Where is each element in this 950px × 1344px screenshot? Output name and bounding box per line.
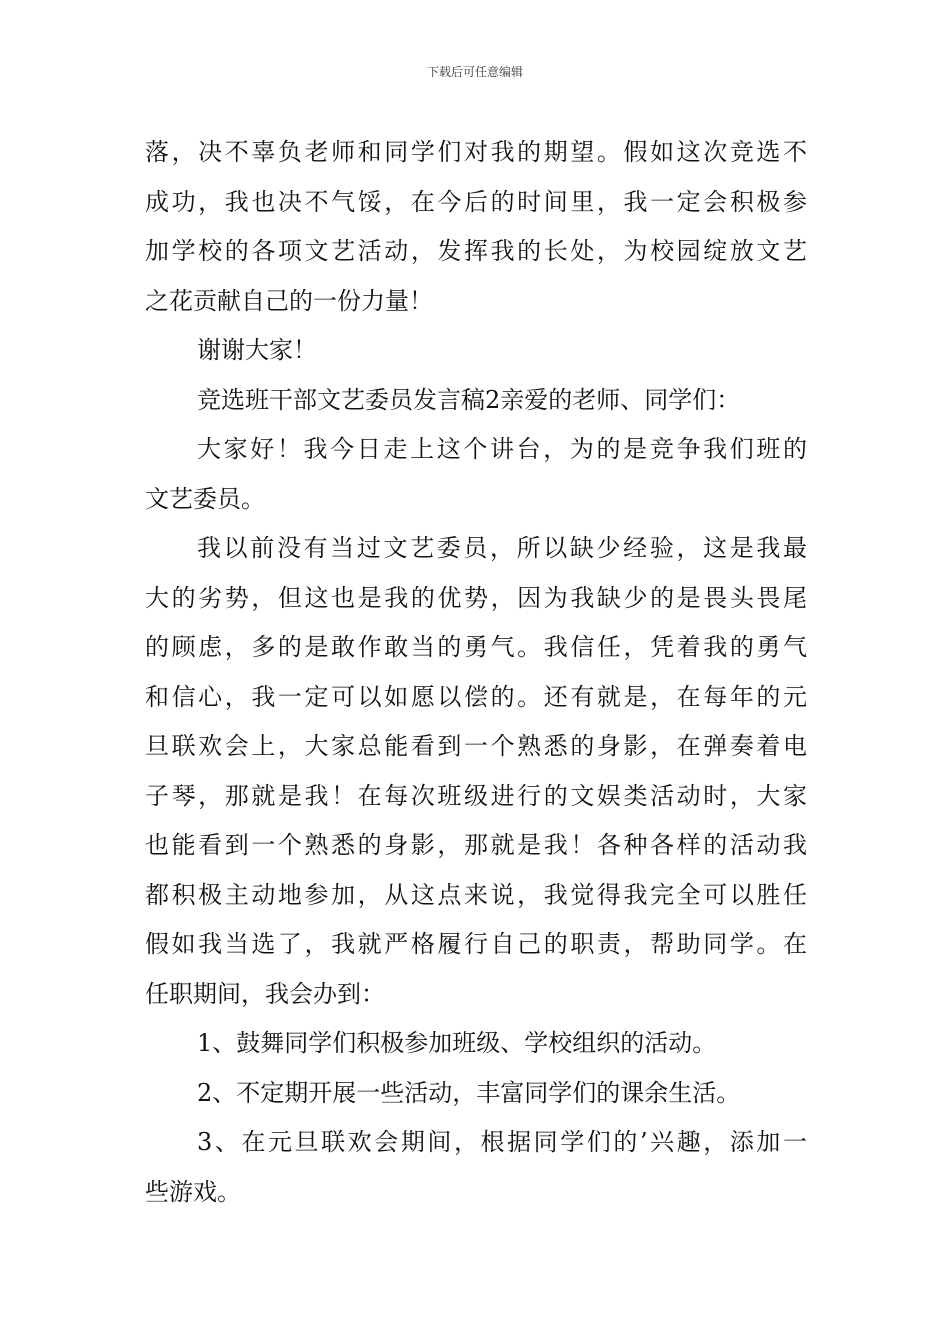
text-line: 假如我当选了，我就严格履行自己的职责，帮助同学。在	[145, 930, 807, 958]
text-line: 大家好！我今日走上这个讲台，为的是竞争我们班的	[197, 435, 807, 463]
list-item: 1、鼓舞同学们积极参加班级、学校组织的活动。	[197, 1029, 717, 1057]
text-line: 子琴，那就是我！在每次班级进行的文娱类活动时，大家	[145, 781, 807, 810]
text-line: 的顾虑，多的是敢作敢当的勇气。我信任，凭着我的勇气	[145, 633, 807, 661]
text-line: 文艺委员。	[145, 484, 265, 513]
text-line: 旦联欢会上，大家总能看到一个熟悉的身影，在弹奏着电	[145, 732, 807, 760]
page-header: 下载后可任意编辑	[426, 65, 523, 79]
text-line: 之花贡献自己的一份力量！	[145, 286, 433, 315]
text-line: 大的劣势，但这也是我的优势，因为我缺少的是畏头畏尾	[145, 583, 807, 612]
list-item: 2、不定期开展一些活动，丰富同学们的课余生活。	[197, 1078, 741, 1107]
text-line: 都积极主动地参加，从这点来说，我觉得我完全可以胜任	[145, 880, 807, 909]
list-item: 3、在元旦联欢会期间，根据同学们的’兴趣，添加一	[197, 1128, 807, 1156]
text-line: 和信心，我一定可以如愿以偿的。还有就是，在每年的元	[145, 682, 807, 711]
text-line: 落，决不辜负老师和同学们对我的期望。假如这次竞选不	[145, 138, 807, 166]
text-line: 成功，我也决不气馁，在今后的时间里，我一定会积极参	[145, 187, 807, 216]
closing-thanks: 谢谢大家！	[197, 336, 317, 364]
document-body	[145, 128, 807, 1217]
text-line: 我以前没有当过文艺委员，所以缺少经验，这是我最	[197, 534, 807, 562]
speech-title: 竞选班干部文艺委员发言稿2亲爱的老师、同学们：	[197, 385, 741, 414]
text-line: 加学校的各项文艺活动，发挥我的长处，为校园绽放文艺	[145, 237, 807, 265]
text-line: 些游戏。	[145, 1177, 241, 1206]
text-line: 也能看到一个熟悉的身影，那就是我！各种各样的活动我	[145, 831, 807, 859]
text-line: 任职期间，我会办到：	[145, 979, 385, 1008]
